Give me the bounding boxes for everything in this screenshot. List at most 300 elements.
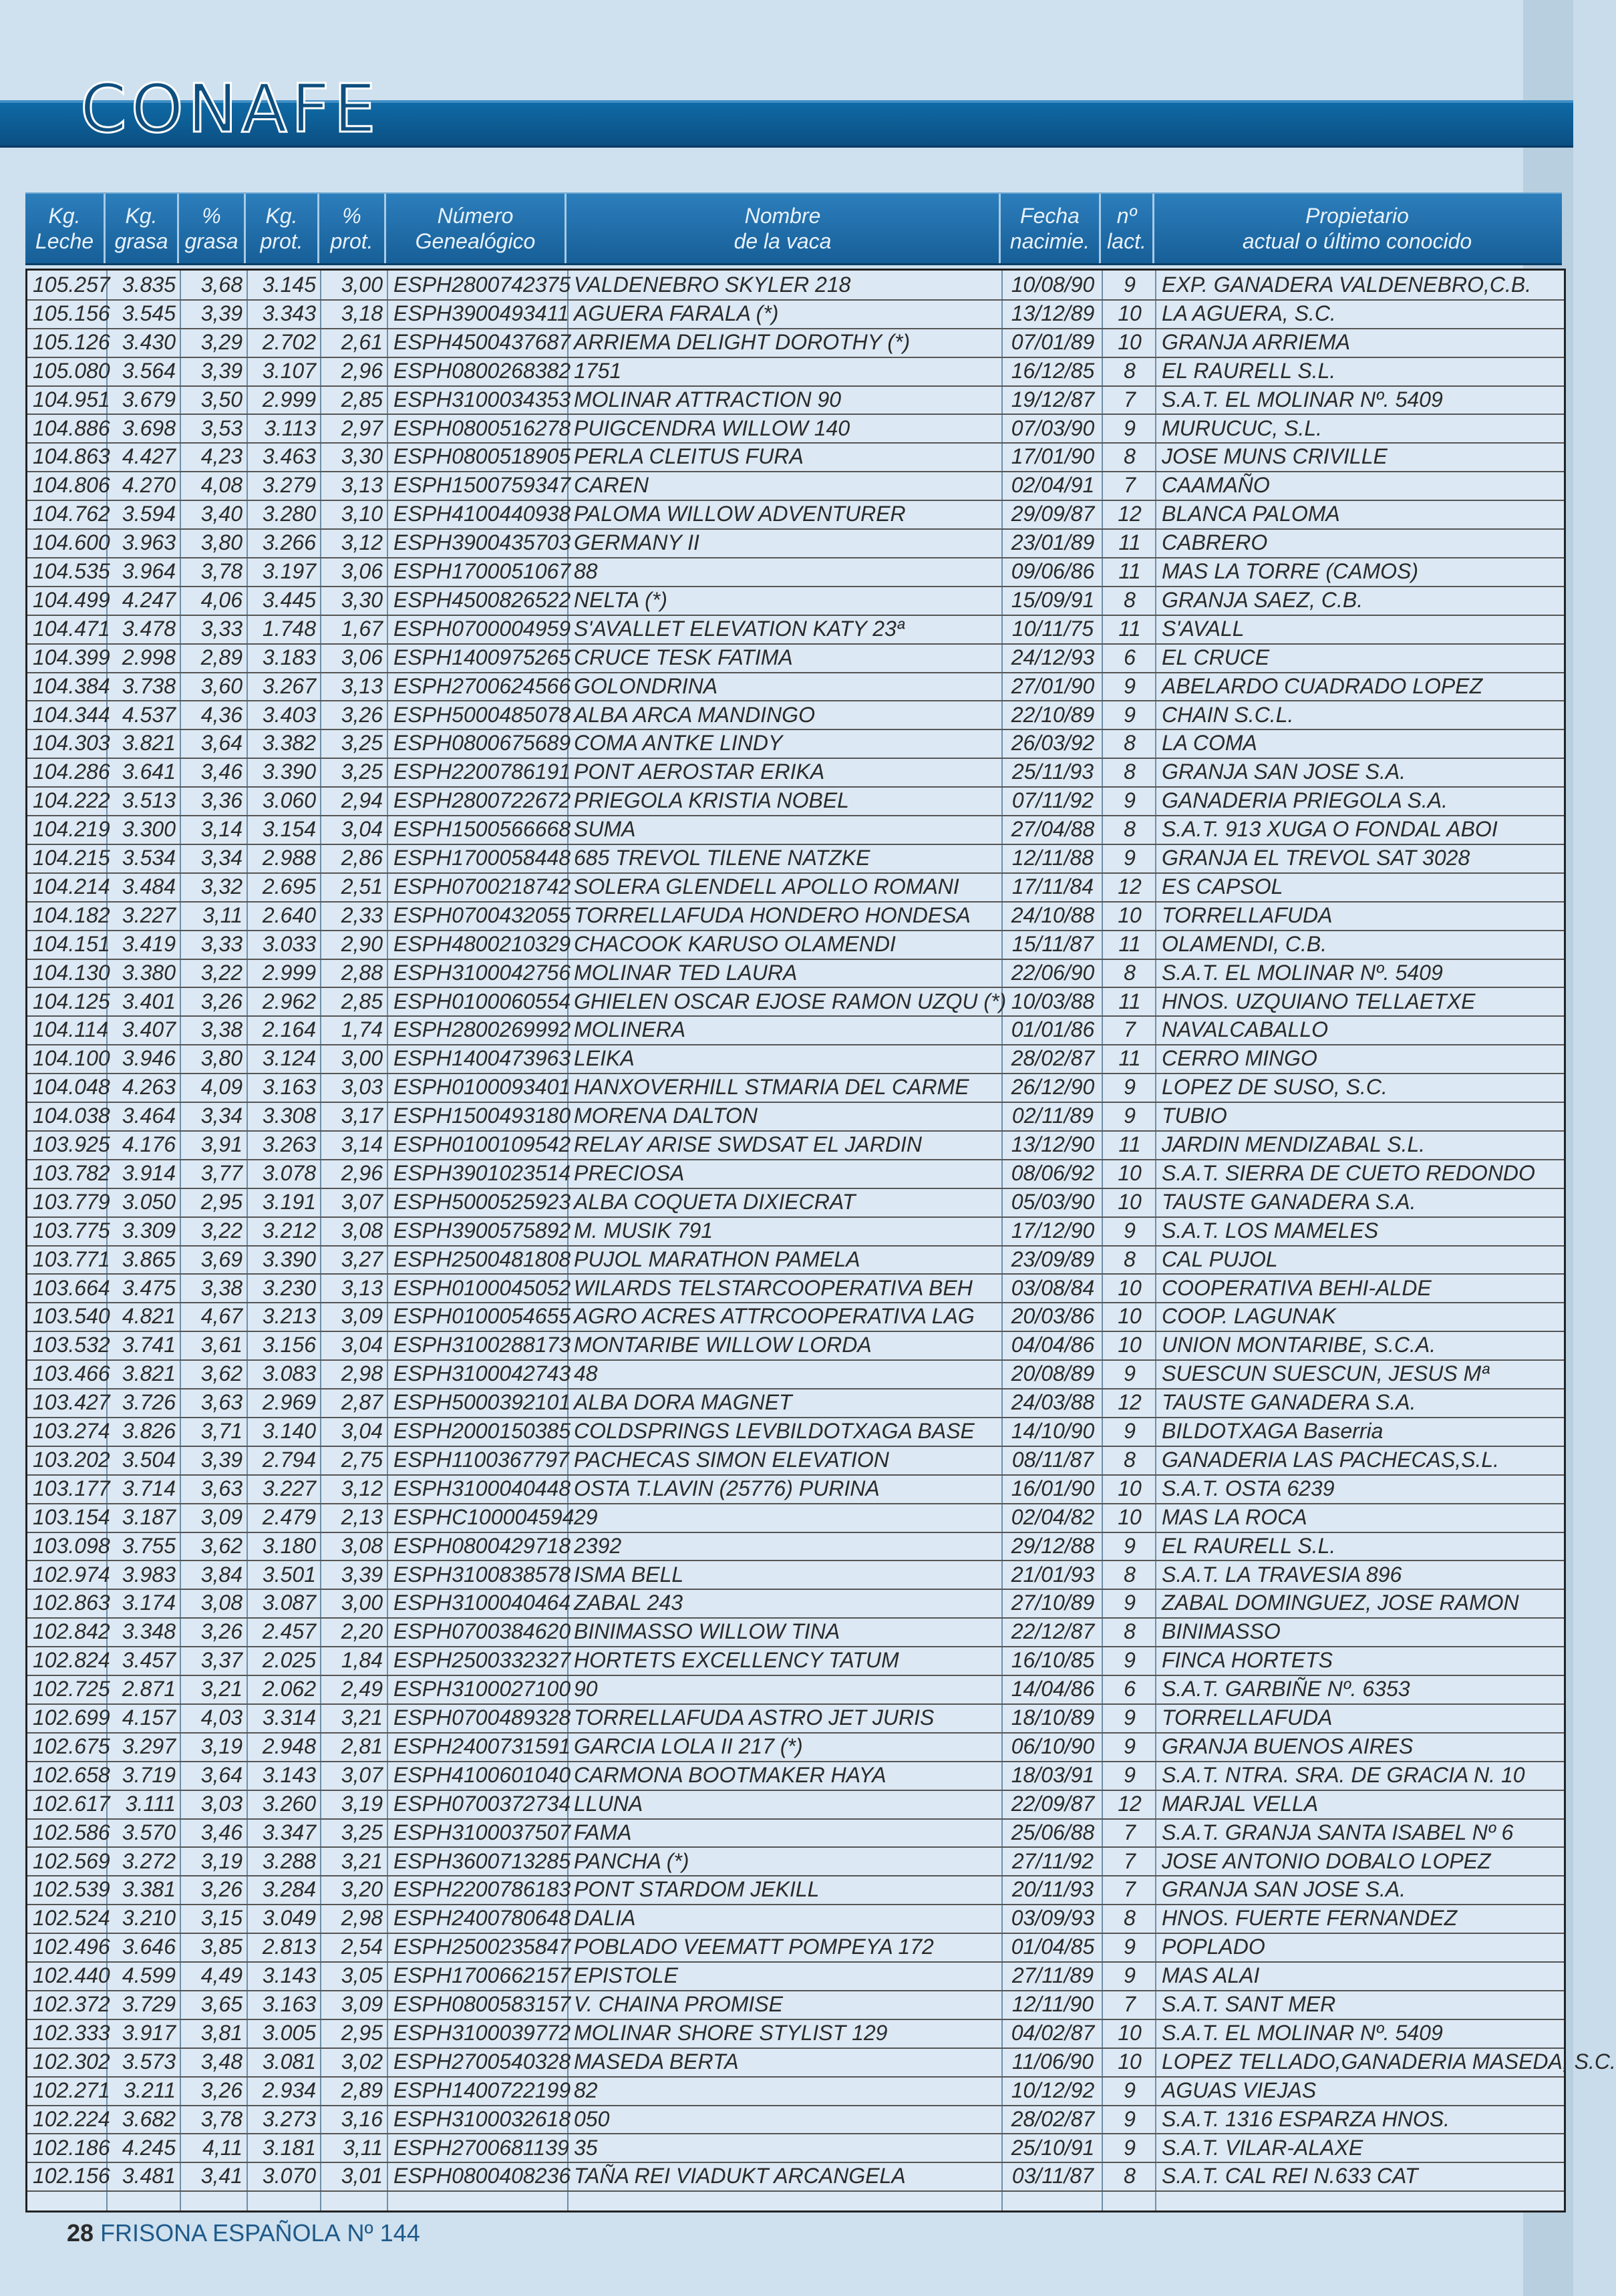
table-cell: ESPH0100045052	[393, 1275, 571, 1300]
table-cell: 102.863	[33, 1591, 110, 1615]
table-cell: 6	[1124, 645, 1136, 669]
table-cell: 3,84	[200, 1562, 243, 1587]
table-cell: 104.303	[33, 731, 110, 756]
table-cell: ESPH0100060554	[393, 989, 571, 1013]
table-cell: ESPH1700058448	[393, 846, 571, 870]
table-cell: 3.263	[262, 1132, 316, 1156]
table-cell: 18/10/89	[1011, 1705, 1095, 1730]
table-cell: 10	[1118, 1304, 1142, 1329]
table-row	[27, 1015, 1564, 1045]
table-cell: HORTETS EXCELLENCY TATUM	[574, 1648, 899, 1673]
table-cell: 2.962	[262, 989, 316, 1013]
table-cell: 104.806	[33, 473, 110, 498]
table-cell: RELAY ARISE SWDSAT EL JARDIN	[574, 1132, 923, 1156]
table-cell: 3,19	[200, 1734, 243, 1758]
table-cell: 3.380	[122, 960, 176, 985]
table-cell: 2.934	[262, 2078, 316, 2102]
table-cell: 7	[1124, 473, 1136, 498]
table-row	[27, 1503, 1564, 1533]
table-cell: 3.403	[262, 702, 316, 727]
table-cell: 3,71	[200, 1419, 243, 1443]
table-cell: 3.191	[262, 1189, 316, 1214]
table-cell: 90	[574, 1677, 598, 1701]
table-cell: 4,08	[200, 473, 243, 498]
table-cell: 3.260	[262, 1791, 316, 1816]
table-cell: MAS LA ROCA	[1162, 1504, 1307, 1529]
table-cell: 3.755	[122, 1533, 176, 1558]
table-cell: 104.384	[33, 673, 110, 698]
table-cell: 03/08/84	[1011, 1275, 1095, 1300]
table-cell: EL RAURELL S.L.	[1162, 1533, 1336, 1558]
table-cell: GARCIA LOLA II 217 (*)	[574, 1734, 803, 1758]
table-cell: 3.464	[122, 1104, 176, 1128]
table-cell: 9	[1124, 1419, 1136, 1443]
table-cell: COMA ANTKE LINDY	[574, 731, 783, 756]
table-cell: COOPERATIVA BEHI-ALDE	[1162, 1275, 1432, 1300]
table-row	[27, 786, 1564, 816]
table-cell: 104.048	[33, 1075, 110, 1100]
table-cell: 11	[1118, 616, 1141, 641]
table-cell: 2.948	[262, 1734, 316, 1758]
table-cell: 3.682	[122, 2106, 176, 2131]
table-cell: ESPH0700004959	[393, 616, 571, 641]
table-cell: 104.951	[33, 387, 110, 412]
table-row	[27, 1302, 1564, 1332]
table-cell: 3,53	[200, 416, 243, 440]
table-cell: 88	[574, 559, 598, 583]
table-cell: 102.156	[33, 2164, 110, 2188]
table-cell: LA AGUERA, S.C.	[1162, 301, 1336, 325]
table-cell: 2,96	[341, 1160, 383, 1185]
table-row	[27, 1561, 1564, 1591]
table-cell: 7	[1124, 1017, 1136, 1042]
table-cell: 3,14	[341, 1132, 383, 1156]
table-cell: 2,88	[341, 960, 383, 985]
table-cell: 10	[1118, 2020, 1142, 2045]
table-cell: 3,34	[200, 1104, 243, 1128]
table-cell: JOSE MUNS CRIVILLE	[1162, 444, 1388, 469]
table-cell: 2.164	[262, 1017, 316, 1042]
table-cell: 9	[1124, 673, 1136, 698]
table-cell: 9	[1124, 2135, 1136, 2160]
table-cell: 3,04	[341, 817, 383, 842]
table-cell: 3,00	[341, 273, 383, 297]
table-cell: 3.343	[262, 301, 316, 325]
table-row	[27, 1646, 1564, 1676]
table-cell: 14/10/90	[1011, 1419, 1095, 1443]
table-cell: 3.187	[122, 1504, 176, 1529]
table-cell: ESPH0800516278	[393, 416, 571, 440]
table-cell: 2.813	[262, 1935, 316, 1959]
table-cell: GOLONDRINA	[574, 673, 718, 698]
table-cell: 24/12/93	[1011, 645, 1095, 669]
table-cell: 9	[1124, 1533, 1136, 1558]
table-cell: ESPH0800675689	[393, 731, 571, 756]
table-cell: TORRELLAFUDA	[1162, 903, 1333, 927]
table-cell: S.A.T. VILAR-ALAXE	[1162, 2135, 1363, 2160]
table-cell: 3,63	[200, 1476, 243, 1500]
table-cell: 3.060	[262, 788, 316, 813]
table-cell: 3.594	[122, 502, 176, 526]
table-cell: PUJOL MARATHON PAMELA	[574, 1247, 860, 1271]
publication-name: FRISONA ESPAÑOLA	[100, 2219, 341, 2247]
table-cell: 3,80	[200, 1046, 243, 1071]
table-cell: 17/11/84	[1011, 874, 1094, 898]
table-cell: 3.534	[122, 846, 176, 870]
table-cell: GANADERIA PRIEGOLA S.A.	[1162, 788, 1448, 813]
table-cell: 2.988	[262, 846, 316, 870]
table-cell: 8	[1124, 760, 1136, 784]
table-cell: 3.230	[262, 1275, 316, 1300]
table-cell: 3,64	[200, 731, 243, 756]
table-cell: 3.156	[262, 1333, 316, 1357]
table-cell: ESPH2800722672	[393, 788, 571, 813]
header-cell: % grasa	[179, 194, 246, 263]
table-cell: CAL PUJOL	[1162, 1247, 1278, 1271]
table-cell: 3.033	[262, 931, 316, 956]
table-cell: 3,34	[200, 846, 243, 870]
table-cell: 8	[1124, 1447, 1136, 1472]
table-cell: 104.399	[33, 645, 110, 669]
table-cell: CAAMAÑO	[1162, 473, 1270, 498]
table-cell: JOSE ANTONIO DOBALO LOPEZ	[1162, 1848, 1491, 1873]
table-row	[27, 1216, 1564, 1247]
table-cell: LA COMA	[1162, 731, 1257, 756]
table-row	[27, 1331, 1564, 1361]
table-cell: 10	[1118, 2049, 1142, 2074]
table-cell: ESPH1400473963	[393, 1046, 571, 1071]
table-cell: ESPH0800583157	[393, 1992, 571, 2016]
table-cell: ESPH0800429718	[393, 1533, 571, 1558]
table-cell: 9	[1124, 2106, 1136, 2131]
table-cell: 3.641	[122, 760, 176, 784]
table-cell: 3,32	[200, 874, 243, 898]
table-cell: 3.308	[262, 1104, 316, 1128]
table-row	[27, 1732, 1564, 1762]
table-cell: 3.212	[262, 1218, 316, 1243]
table-cell: 103.779	[33, 1189, 110, 1214]
table-row	[27, 1818, 1564, 1848]
table-cell: 3,81	[200, 2020, 243, 2045]
table-cell: 25/06/88	[1011, 1820, 1095, 1844]
table-cell: 8	[1124, 1619, 1136, 1644]
table-cell: 8	[1124, 1247, 1136, 1271]
table-cell: 8	[1124, 587, 1136, 612]
table-cell: 3.227	[122, 903, 176, 927]
table-cell: 9	[1124, 788, 1136, 813]
table-cell: LLUNA	[574, 1791, 643, 1816]
table-cell: ESPH0700432055	[393, 903, 571, 927]
table-row	[27, 299, 1564, 329]
table-cell: 3.297	[122, 1734, 176, 1758]
page-footer	[67, 2219, 420, 2247]
table-cell: 3,12	[341, 1476, 383, 1500]
table-cell: 3,04	[341, 1333, 383, 1357]
table-cell: 2.702	[262, 329, 316, 354]
table-cell: CARMONA BOOTMAKER HAYA	[574, 1762, 886, 1787]
table-row	[27, 844, 1564, 874]
table-cell: 9	[1124, 416, 1136, 440]
table-row	[27, 1790, 1564, 1820]
table-cell: 2.479	[262, 1504, 316, 1529]
table-cell: WILARDS TELSTARCOOPERATIVA BEH	[574, 1275, 973, 1300]
table-cell: 3,26	[341, 702, 383, 727]
table-cell: ESPH1700662157	[393, 1963, 571, 1988]
table-cell: 2,81	[341, 1734, 383, 1758]
table-cell: 3,33	[200, 616, 243, 641]
table-cell: ESPH3100034353	[393, 387, 571, 412]
table-cell: 3,06	[341, 559, 383, 583]
table-cell: 11	[1118, 931, 1141, 956]
table-cell: DALIA	[574, 1906, 636, 1931]
table-cell: 6	[1124, 1677, 1136, 1701]
table-cell: 3,39	[200, 1447, 243, 1472]
table-cell: ESPH1500566668	[393, 817, 571, 842]
table-cell: ESPH2800269992	[393, 1017, 571, 1042]
table-cell: 3.078	[262, 1160, 316, 1185]
table-cell: 23/01/89	[1011, 530, 1095, 555]
table-cell: MONTARIBE WILLOW LORDA	[574, 1333, 872, 1357]
table-row	[27, 758, 1564, 788]
table-cell: 3.163	[262, 1992, 316, 2016]
table-cell: 3.005	[262, 2020, 316, 2045]
table-cell: ESPH0800268382	[393, 358, 571, 383]
table-row	[27, 1933, 1564, 1963]
table-cell: S.A.T. LOS MAMELES	[1162, 1218, 1379, 1243]
table-cell: SOLERA GLENDELL APOLLO ROMANI	[574, 874, 959, 898]
table-cell: 105.126	[33, 329, 110, 354]
table-cell: 03/11/87	[1011, 2164, 1094, 2188]
table-cell: 3,30	[341, 444, 383, 469]
table-cell: 3.348	[122, 1619, 176, 1644]
table-cell: 2,85	[341, 989, 383, 1013]
table-cell: ESPH3100042743	[393, 1361, 571, 1386]
table-cell: 06/10/90	[1011, 1734, 1095, 1758]
table-cell: PUIGCENDRA WILLOW 140	[574, 416, 850, 440]
table-cell: 3.210	[122, 1906, 176, 1931]
table-cell: 9	[1124, 1963, 1136, 1988]
table-cell: 22/10/89	[1011, 702, 1095, 727]
table-cell: 4.427	[122, 444, 176, 469]
table-cell: GANADERIA LAS PACHECAS,S.L.	[1162, 1447, 1500, 1472]
table-cell: 22/09/87	[1011, 1791, 1095, 1816]
table-cell: ESPH3900493411	[393, 301, 569, 325]
table-cell: 9	[1124, 2078, 1136, 2102]
table-cell: 3.087	[262, 1591, 316, 1615]
table-cell: 2,85	[341, 387, 383, 412]
table-cell: 08/06/92	[1011, 1160, 1095, 1185]
table-cell: 102.186	[33, 2135, 110, 2160]
table-cell: 9	[1124, 846, 1136, 870]
table-row	[27, 1904, 1564, 1934]
table-cell: 3,05	[341, 1963, 383, 1988]
table-cell: HNOS. UZQUIANO TELLAETXE	[1162, 989, 1476, 1013]
table-cell: S.A.T. CAL REI N.633 CAT	[1162, 2164, 1418, 2188]
table-cell: 3,13	[341, 473, 383, 498]
table-cell: MARJAL VELLA	[1162, 1791, 1319, 1816]
table-cell: S.A.T. SIERRA DE CUETO REDONDO	[1162, 1160, 1535, 1185]
table-cell: 3,39	[341, 1562, 383, 1587]
table-cell: ESPH3100027100	[393, 1677, 571, 1701]
table-cell: 3.272	[122, 1848, 176, 1873]
table-cell: 3.513	[122, 788, 176, 813]
table-cell: 3,60	[200, 673, 243, 698]
table-cell: 4.247	[122, 587, 176, 612]
table-cell: 3.284	[262, 1877, 316, 1902]
table-cell: 102.658	[33, 1762, 110, 1787]
table-cell: 3.821	[122, 1361, 176, 1386]
table-cell: 9	[1124, 1762, 1136, 1787]
table-cell: 3.113	[264, 416, 316, 440]
table-cell: ESPHC100004594	[393, 1504, 575, 1529]
table-row	[27, 1875, 1564, 1905]
table-cell: 104.600	[33, 530, 110, 555]
table-cell: 05/03/90	[1011, 1189, 1095, 1214]
table-cell: 8	[1124, 960, 1136, 985]
table-cell: 4,09	[200, 1075, 243, 1100]
table-cell: 3,38	[200, 1275, 243, 1300]
table-cell: NAVALCABALLO	[1162, 1017, 1329, 1042]
table-cell: 07/03/90	[1011, 416, 1095, 440]
table-cell: TUBIO	[1162, 1104, 1227, 1128]
table-cell: 104.222	[33, 788, 110, 813]
table-cell: 23/09/89	[1011, 1247, 1095, 1271]
table-cell: 11/06/90	[1011, 2049, 1094, 2074]
table-cell: 2.062	[262, 1677, 316, 1701]
table-cell: S.A.T. OSTA 6239	[1162, 1476, 1335, 1500]
table-cell: 3.083	[262, 1361, 316, 1386]
table-cell: 17/01/90	[1011, 444, 1095, 469]
table-cell: ESPH2700681139	[393, 2135, 569, 2160]
table-row	[27, 1417, 1564, 1447]
table-cell: MOLINAR TED LAURA	[574, 960, 798, 985]
table-cell: 104.038	[33, 1104, 110, 1128]
table-cell: 3.197	[262, 559, 316, 583]
table-cell: 4.157	[122, 1705, 176, 1730]
table-row	[27, 930, 1564, 960]
table-cell: MOLINAR ATTRACTION 90	[574, 387, 842, 412]
table-cell: ALBA COQUETA DIXIECRAT	[574, 1189, 856, 1214]
table-cell: 102.725	[33, 1677, 110, 1701]
table-cell: 3,12	[341, 530, 383, 555]
table-cell: 3.826	[122, 1419, 176, 1443]
table-row	[27, 1102, 1564, 1132]
table-row	[27, 672, 1564, 702]
table-cell: 3.679	[122, 387, 176, 412]
table-cell: 02/11/89	[1011, 1104, 1094, 1128]
table-row	[27, 1159, 1564, 1189]
table-cell: 3,08	[200, 1591, 243, 1615]
table-cell: 20/03/86	[1011, 1304, 1095, 1329]
table-cell: 2,61	[341, 329, 383, 354]
table-cell: OLAMENDI, C.B.	[1162, 931, 1327, 956]
table-cell: 3,06	[341, 645, 383, 669]
table-cell: ESPH1500759347	[393, 473, 571, 498]
table-cell: 104.215	[33, 846, 110, 870]
table-row	[27, 328, 1564, 358]
table-cell: 03/09/93	[1011, 1906, 1095, 1931]
table-cell: 2,95	[200, 1189, 243, 1214]
table-cell: 9	[1124, 1218, 1136, 1243]
header-cell: Kg. prot.	[246, 194, 319, 263]
table-cell: 14/04/86	[1011, 1677, 1095, 1701]
table-cell: 3.143	[262, 1762, 316, 1787]
table-cell: ESPH1500493180	[393, 1104, 571, 1128]
table-cell: ESPH5000525923	[393, 1189, 571, 1214]
table-cell: 103.274	[33, 1419, 110, 1443]
page-number: 28	[67, 2219, 94, 2247]
table-cell: 11	[1118, 1046, 1141, 1071]
table-cell: MORENA DALTON	[574, 1104, 758, 1128]
table-cell: NELTA (*)	[574, 587, 667, 612]
table-cell: EXP. GANADERA VALDENEBRO,C.B.	[1162, 273, 1532, 297]
table-cell: ESPH4500826522	[393, 587, 571, 612]
table-cell: 10	[1118, 1160, 1142, 1185]
table-cell: 3.914	[122, 1160, 176, 1185]
table-cell: PRIEGOLA KRISTIA NOBEL	[574, 788, 849, 813]
table-cell: 3,09	[200, 1504, 243, 1529]
table-cell: 2.640	[262, 903, 316, 927]
table-cell: 3,03	[200, 1791, 243, 1816]
table-cell: 3.267	[262, 673, 316, 698]
table-cell: TORRELLAFUDA HONDERO HONDESA	[574, 903, 971, 927]
header-cell: Propietario actual o último conocido	[1242, 204, 1472, 253]
table-cell: 26/03/92	[1011, 731, 1095, 756]
table-cell: AGUERA FARALA (*)	[574, 301, 779, 325]
table-cell: 3.381	[122, 1877, 176, 1902]
table-cell: 3.545	[122, 301, 176, 325]
table-cell: ESPH2500481808	[393, 1247, 571, 1271]
table-cell: 104.471	[33, 616, 110, 641]
table-cell: MOLINAR SHORE STYLIST 129	[574, 2020, 888, 2045]
table-cell: 01/01/86	[1011, 1017, 1095, 1042]
table-cell: CAREN	[574, 473, 649, 498]
table-cell: 3,07	[341, 1189, 383, 1214]
table-cell: 3.457	[122, 1648, 176, 1673]
table-cell: GRANJA SAN JOSE S.A.	[1162, 1877, 1406, 1902]
table-cell: 3,29	[200, 329, 243, 354]
table-cell: 4,49	[200, 1963, 243, 1988]
table-cell: 3.390	[262, 760, 316, 784]
table-cell: 3,13	[341, 673, 383, 698]
table-cell: 1.748	[262, 616, 316, 641]
table-cell: S.A.T. GARBIÑE Nº. 6353	[1162, 1677, 1410, 1701]
table-cell: POBLADO VEEMATT POMPEYA 172	[574, 1935, 934, 1959]
table-cell: 3,91	[200, 1132, 243, 1156]
table-cell: 9	[1124, 1361, 1136, 1386]
table-cell: 3.646	[122, 1935, 176, 1959]
table-cell: 8	[1124, 1562, 1136, 1587]
table-cell: HNOS. FUERTE FERNANDEZ	[1162, 1906, 1458, 1931]
table-cell: EL CRUCE	[1162, 645, 1270, 669]
table-row	[27, 959, 1564, 989]
table-row	[27, 2047, 1616, 2078]
table-cell: 3,78	[200, 559, 243, 583]
table-cell: ESPH5000392101	[393, 1390, 571, 1415]
table-cell: ABELARDO CUADRADO LOPEZ	[1162, 673, 1483, 698]
table-cell: ESPH1100367797	[393, 1447, 569, 1472]
table-cell: 13/12/90	[1011, 1132, 1095, 1156]
table-cell: 3,00	[341, 1046, 383, 1071]
table-cell: 3,80	[200, 530, 243, 555]
table-cell: 4.599	[122, 1963, 176, 1988]
table-cell: 35	[574, 2135, 598, 2160]
table-cell: LOPEZ DE SUSO, S.C.	[1162, 1075, 1388, 1100]
table-row	[27, 2162, 1564, 2192]
table-cell: 3,33	[200, 931, 243, 956]
table-cell: 2,95	[341, 2020, 383, 2045]
table-cell: 12/11/90	[1011, 1992, 1094, 2016]
